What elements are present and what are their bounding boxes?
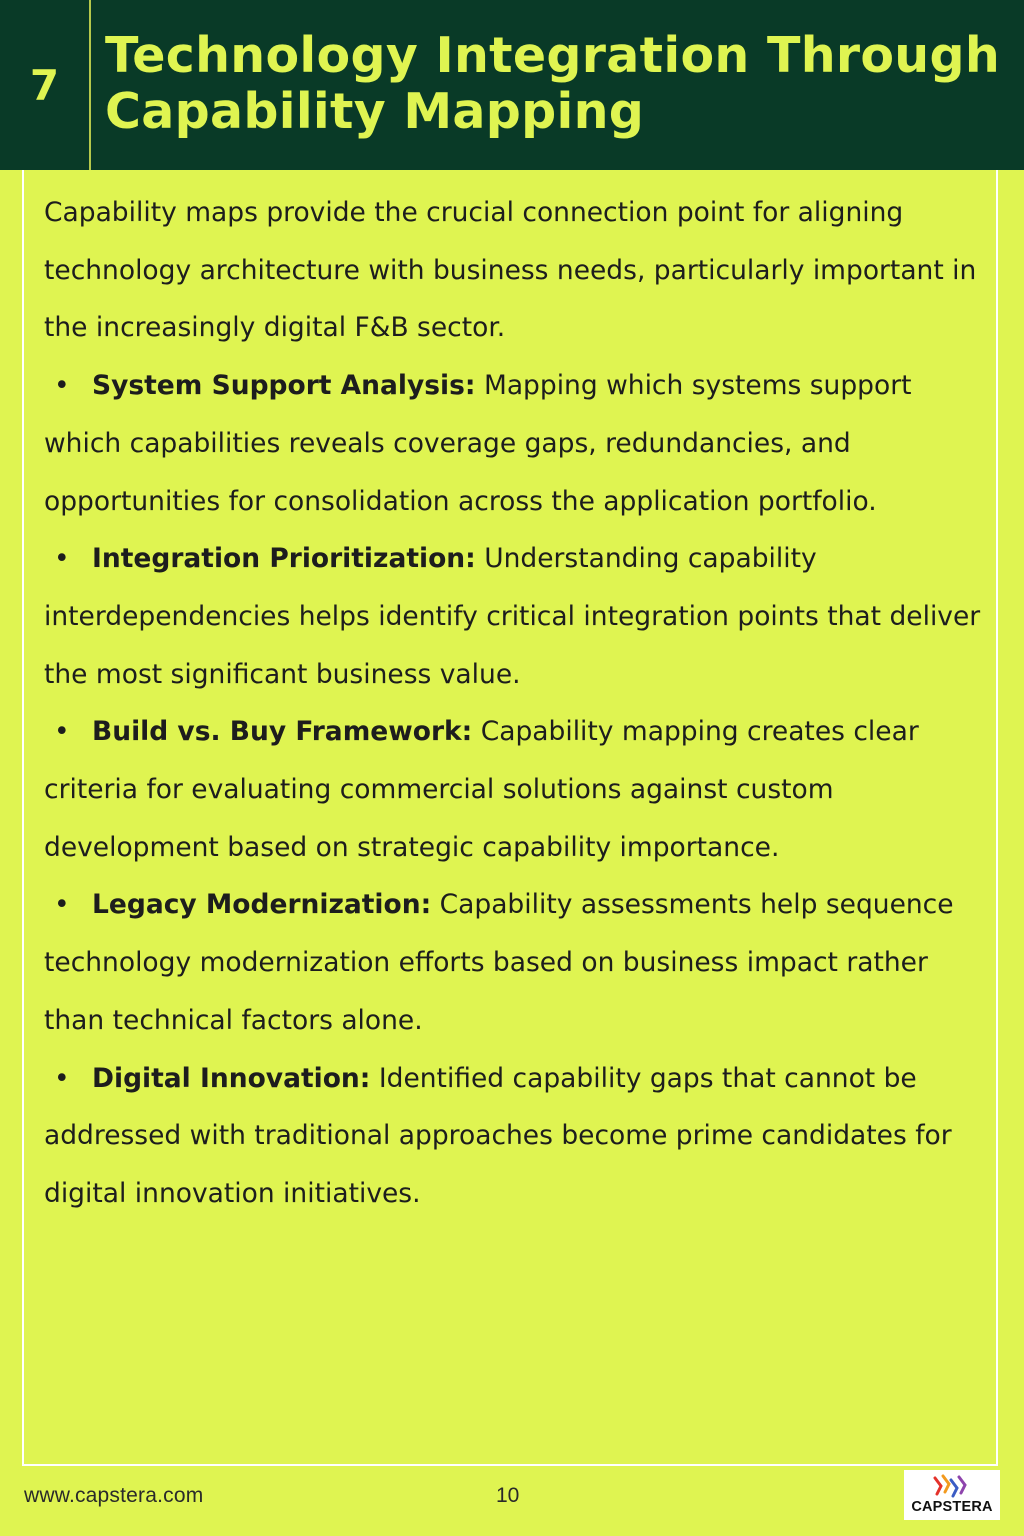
bullet-item-system-support	[44, 357, 984, 530]
bullet-text: Capability mapping creates clear criteria for evaluating commercial solutions against custom development based on strategic capability importance.	[44, 716, 919, 863]
bullet-text: Capability assessments help sequence technology modernization efforts based on business impact rather than technical factors alone.	[44, 889, 954, 1036]
bullet-label: System Support Analysis:	[92, 370, 476, 402]
bullet-item-digital-innovation	[44, 1050, 984, 1223]
logo-text: CAPSTERA	[911, 1499, 993, 1515]
bullet-label: Integration Prioritization:	[92, 543, 476, 575]
bullet-item-integration-prioritization	[44, 530, 984, 703]
title-line-1: Technology Integration Through	[105, 27, 1001, 84]
bullet-text: Mapping which systems support which capabilities reveals coverage gaps, redundancies, and opportunities for consolidation across the application portfolio.	[44, 370, 912, 517]
page-header	[0, 0, 1024, 170]
bullet-dot-icon: •	[54, 1062, 70, 1094]
bullet-label: Legacy Modernization:	[92, 889, 432, 921]
intro-paragraph: Capability maps provide the crucial connection point for aligning technology architecture with business needs, particularly important in the increasingly digital F&B sector.	[44, 197, 977, 344]
section-number: 7	[29, 60, 60, 110]
bullet-label: Build vs. Buy Framework:	[92, 716, 473, 748]
capstera-logo	[904, 1470, 1000, 1520]
capstera-logo-icon	[931, 1472, 973, 1500]
website-link[interactable]: www.capstera.com	[24, 1484, 204, 1507]
bullet-label: Digital Innovation:	[92, 1062, 371, 1094]
bullet-dot-icon: •	[54, 370, 70, 402]
page-title	[105, 28, 1005, 140]
bullet-dot-icon: •	[54, 716, 70, 748]
page-number: 10	[496, 1484, 520, 1507]
bullet-dot-icon: •	[54, 889, 70, 921]
bullet-text: Understanding capability interdependencies helps identify critical integration points that deliver the most significant business value.	[44, 543, 981, 690]
bullet-text: Identified capability gaps that cannot be addressed with traditional approaches become prime candidates for digital innovation initiatives.	[44, 1062, 952, 1209]
header-divider	[89, 0, 91, 170]
content-body	[44, 184, 984, 1223]
title-line-2: Capability Mapping	[105, 83, 645, 140]
bullet-item-legacy-modernization	[44, 876, 984, 1049]
bullet-item-build-vs-buy	[44, 703, 984, 876]
bullet-dot-icon: •	[54, 543, 70, 575]
